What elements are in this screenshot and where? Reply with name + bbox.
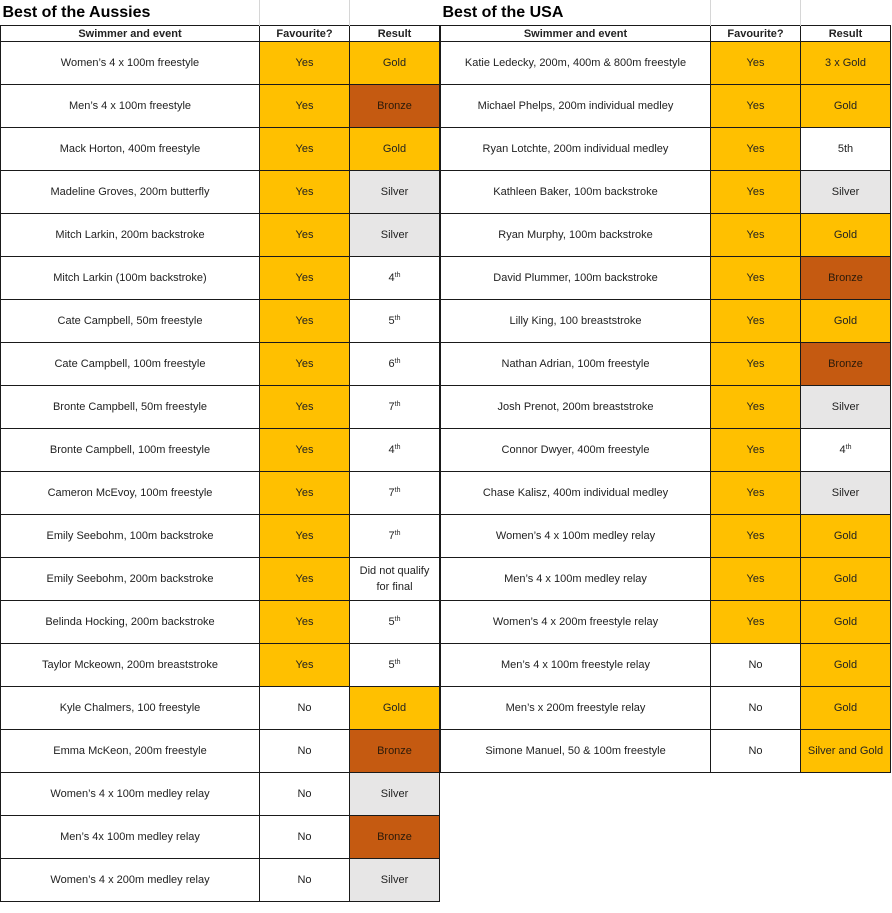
swimmer-event-cell: Men’s x 200m freestyle relay (441, 687, 711, 730)
result-cell (350, 472, 440, 515)
swimmer-event-cell: Mack Horton, 400m freestyle (1, 128, 260, 171)
swimmer-event-cell: Belinda Hocking, 200m backstroke (1, 601, 260, 644)
swimmer-event-cell: Kathleen Baker, 100m backstroke (441, 171, 711, 214)
favourite-cell: Yes (711, 128, 801, 171)
swimmer-event-cell: Kyle Chalmers, 100 freestyle (1, 687, 260, 730)
result-cell (801, 257, 891, 300)
table-row (1, 42, 440, 85)
result-cell (801, 429, 891, 472)
result-text: Gold (833, 100, 858, 112)
favourite-cell: Yes (260, 386, 350, 429)
table-row (441, 687, 891, 730)
swimmer-event-cell: Josh Prenot, 200m breaststroke (441, 386, 711, 429)
result-text: 7 (388, 487, 395, 499)
swimmer-event-cell: Emma McKeon, 200m freestyle (1, 730, 260, 773)
result-cell (801, 644, 891, 687)
result-text: Bronze (828, 272, 863, 284)
usa-title: Best of the USA (442, 3, 564, 21)
result-text: Bronze (377, 100, 412, 112)
header-swimmer: Swimmer and event (441, 26, 711, 42)
result-cell (801, 558, 891, 601)
favourite-cell: Yes (711, 300, 801, 343)
result-cell (801, 472, 891, 515)
result-cell (801, 42, 891, 85)
swimmer-event-cell: Mitch Larkin, 200m backstroke (1, 214, 260, 257)
table-row (1, 472, 440, 515)
result-cell (350, 687, 440, 730)
table-row (1, 386, 440, 429)
swimmer-event-cell: Bronte Campbell, 50m freestyle (1, 386, 260, 429)
result-cell (350, 859, 440, 902)
header-favourite: Favourite? (260, 26, 350, 42)
header-result: Result (350, 26, 440, 42)
table-row (441, 558, 891, 601)
swimmer-event-cell: Michael Phelps, 200m individual medley (441, 85, 711, 128)
result-text: Gold (833, 659, 858, 671)
title-spacer (801, 0, 891, 26)
favourite-cell: Yes (711, 601, 801, 644)
header-swimmer: Swimmer and event (1, 26, 260, 42)
favourite-cell: Yes (711, 214, 801, 257)
favourite-cell: No (711, 730, 801, 773)
table-row (1, 816, 440, 859)
ordinal-suffix: th (394, 487, 401, 494)
swimmer-event-cell: Emily Seebohm, 200m backstroke (1, 558, 260, 601)
ordinal-suffix: th (845, 444, 852, 451)
table-row (1, 85, 440, 128)
result-text: 4 (388, 444, 395, 456)
swimmer-event-cell: Ryan Murphy, 100m backstroke (441, 214, 711, 257)
title-spacer (260, 0, 350, 26)
favourite-cell: Yes (260, 472, 350, 515)
result-cell (801, 85, 891, 128)
result-cell (350, 773, 440, 816)
table-row (441, 515, 891, 558)
usa-table (440, 0, 891, 773)
result-cell (350, 343, 440, 386)
favourite-cell: Yes (260, 300, 350, 343)
favourite-cell: Yes (260, 429, 350, 472)
table-row (441, 429, 891, 472)
table-row (1, 558, 440, 601)
favourite-cell: Yes (260, 343, 350, 386)
result-text: Bronze (828, 358, 863, 370)
result-text: Silver (831, 401, 860, 413)
result-text: Silver (831, 186, 860, 198)
result-text: Gold (833, 702, 858, 714)
table-row (1, 601, 440, 644)
result-cell (801, 343, 891, 386)
favourite-cell: Yes (260, 128, 350, 171)
result-cell (801, 300, 891, 343)
result-cell (350, 171, 440, 214)
result-text: 7 (388, 401, 395, 413)
favourite-cell: Yes (260, 171, 350, 214)
favourite-cell: No (260, 816, 350, 859)
swimmer-event-cell: Men’s 4 x 100m medley relay (441, 558, 711, 601)
result-cell (801, 687, 891, 730)
result-cell (801, 601, 891, 644)
favourite-cell: Yes (260, 601, 350, 644)
table-row (1, 257, 440, 300)
result-text: Silver (831, 487, 860, 499)
swimmer-event-cell: Women’s 4 x 100m medley relay (1, 773, 260, 816)
swimmer-event-cell: Emily Seebohm, 100m backstroke (1, 515, 260, 558)
result-text: 5 (388, 616, 395, 628)
swimmer-event-cell: Ryan Lotchte, 200m individual medley (441, 128, 711, 171)
swimmer-event-cell: Lilly King, 100 breaststroke (441, 300, 711, 343)
result-cell (801, 515, 891, 558)
result-text: Gold (382, 143, 407, 155)
swimmer-event-cell: Mitch Larkin (100m backstroke) (1, 257, 260, 300)
result-text: Silver (380, 874, 409, 886)
result-cell (350, 601, 440, 644)
favourite-cell: Yes (711, 429, 801, 472)
swimmer-event-cell: Women’s 4 x 100m medley relay (441, 515, 711, 558)
ordinal-suffix: th (394, 659, 401, 666)
result-text: Silver (380, 229, 409, 241)
result-cell (350, 214, 440, 257)
favourite-cell: No (260, 687, 350, 730)
result-text: Silver (380, 788, 409, 800)
table-row (1, 773, 440, 816)
swimmer-event-cell: Men’s 4 x 100m freestyle (1, 85, 260, 128)
ordinal-suffix: th (394, 401, 401, 408)
favourite-cell: Yes (260, 214, 350, 257)
title-spacer (350, 0, 440, 26)
table-row (1, 214, 440, 257)
favourite-cell: Yes (711, 472, 801, 515)
swimmer-event-cell: Women’s 4 x 200m medley relay (1, 859, 260, 902)
result-cell (350, 257, 440, 300)
swimmer-event-cell: Cate Campbell, 100m freestyle (1, 343, 260, 386)
table-row (1, 343, 440, 386)
ordinal-suffix: th (394, 530, 401, 537)
favourite-cell: No (260, 773, 350, 816)
result-text: Gold (833, 229, 858, 241)
favourite-cell: No (711, 644, 801, 687)
header-result: Result (801, 26, 891, 42)
result-cell (801, 730, 891, 773)
favourite-cell: Yes (711, 257, 801, 300)
result-cell (801, 214, 891, 257)
ordinal-suffix: th (394, 444, 401, 451)
result-cell (350, 300, 440, 343)
result-cell (350, 429, 440, 472)
table-row (1, 128, 440, 171)
table-row (441, 128, 891, 171)
swimmer-event-cell: Cate Campbell, 50m freestyle (1, 300, 260, 343)
title-spacer (711, 0, 801, 26)
favourite-cell: Yes (260, 644, 350, 687)
table-row (441, 730, 891, 773)
result-cell (350, 644, 440, 687)
table-row (441, 601, 891, 644)
result-cell (350, 386, 440, 429)
swimmer-event-cell: Taylor Mckeown, 200m breaststroke (1, 644, 260, 687)
swimmer-event-cell: Cameron McEvoy, 100m freestyle (1, 472, 260, 515)
aussie-table (0, 0, 440, 902)
swimmer-event-cell: Simone Manuel, 50 & 100m freestyle (441, 730, 711, 773)
swimmer-event-cell: Women’s 4 x 100m freestyle (1, 42, 260, 85)
result-text: Silver (380, 186, 409, 198)
result-cell (801, 386, 891, 429)
swimmer-event-cell: Bronte Campbell, 100m freestyle (1, 429, 260, 472)
result-cell (350, 42, 440, 85)
result-text: 4 (839, 444, 846, 456)
result-text: 5th (837, 143, 854, 155)
table-row (441, 171, 891, 214)
favourite-cell: Yes (260, 515, 350, 558)
result-text: 3 x Gold (825, 57, 866, 69)
table-row (441, 214, 891, 257)
table-row (441, 85, 891, 128)
result-text: Gold (833, 315, 858, 327)
favourite-cell: Yes (711, 171, 801, 214)
table-row (441, 257, 891, 300)
result-cell (801, 171, 891, 214)
ordinal-suffix: th (394, 358, 401, 365)
table-row (441, 343, 891, 386)
result-text: Bronze (377, 831, 412, 843)
favourite-cell: Yes (711, 85, 801, 128)
result-text: 7 (388, 530, 395, 542)
aussie-title: Best of the Aussies (2, 3, 151, 21)
result-text: 5 (388, 659, 395, 671)
result-text: Gold (382, 57, 407, 69)
swimmer-event-cell: Men’s 4x 100m medley relay (1, 816, 260, 859)
swimmer-event-cell: Connor Dwyer, 400m freestyle (441, 429, 711, 472)
swimmer-event-cell: Nathan Adrian, 100m freestyle (441, 343, 711, 386)
swimmer-event-cell: Katie Ledecky, 200m, 400m & 800m freestyle (441, 42, 711, 85)
swimmer-event-cell: Women’s 4 x 200m freestyle relay (441, 601, 711, 644)
ordinal-suffix: th (394, 616, 401, 623)
favourite-cell: Yes (711, 558, 801, 601)
result-cell (350, 730, 440, 773)
table-row (441, 300, 891, 343)
result-cell (801, 128, 891, 171)
favourite-cell: No (260, 859, 350, 902)
table-row (1, 300, 440, 343)
result-cell (350, 85, 440, 128)
table-row (441, 42, 891, 85)
table-row (1, 515, 440, 558)
result-text: Silver and Gold (807, 745, 884, 757)
favourite-cell: Yes (711, 515, 801, 558)
result-text: Bronze (377, 745, 412, 757)
result-text: 5 (388, 315, 395, 327)
result-text: 6 (388, 358, 395, 370)
result-text: Gold (833, 530, 858, 542)
table-row (1, 429, 440, 472)
table-row (441, 644, 891, 687)
table-row (1, 859, 440, 902)
favourite-cell: Yes (711, 42, 801, 85)
result-cell (350, 128, 440, 171)
favourite-cell: Yes (260, 558, 350, 601)
swimmer-event-cell: Men’s 4 x 100m freestyle relay (441, 644, 711, 687)
ordinal-suffix: th (394, 315, 401, 322)
favourite-cell: Yes (711, 343, 801, 386)
table-row (1, 644, 440, 687)
result-cell (350, 558, 440, 601)
table-row (441, 386, 891, 429)
result-cell (350, 515, 440, 558)
favourite-cell: Yes (260, 85, 350, 128)
result-cell (350, 816, 440, 859)
result-text: Gold (833, 573, 858, 585)
favourite-cell: Yes (260, 42, 350, 85)
table-row (1, 730, 440, 773)
favourite-cell: Yes (711, 386, 801, 429)
swimmer-event-cell: Chase Kalisz, 400m individual medley (441, 472, 711, 515)
ordinal-suffix: th (394, 272, 401, 279)
result-text: Gold (382, 702, 407, 714)
result-text: Gold (833, 616, 858, 628)
result-text: Did not qualify for final (359, 565, 430, 593)
header-favourite: Favourite? (711, 26, 801, 42)
result-text: 4 (388, 272, 395, 284)
favourite-cell: No (711, 687, 801, 730)
table-row (441, 472, 891, 515)
swimmer-event-cell: David Plummer, 100m backstroke (441, 257, 711, 300)
table-row (1, 687, 440, 730)
table-row (1, 171, 440, 214)
favourite-cell: No (260, 730, 350, 773)
swimmer-event-cell: Madeline Groves, 200m butterfly (1, 171, 260, 214)
favourite-cell: Yes (260, 257, 350, 300)
